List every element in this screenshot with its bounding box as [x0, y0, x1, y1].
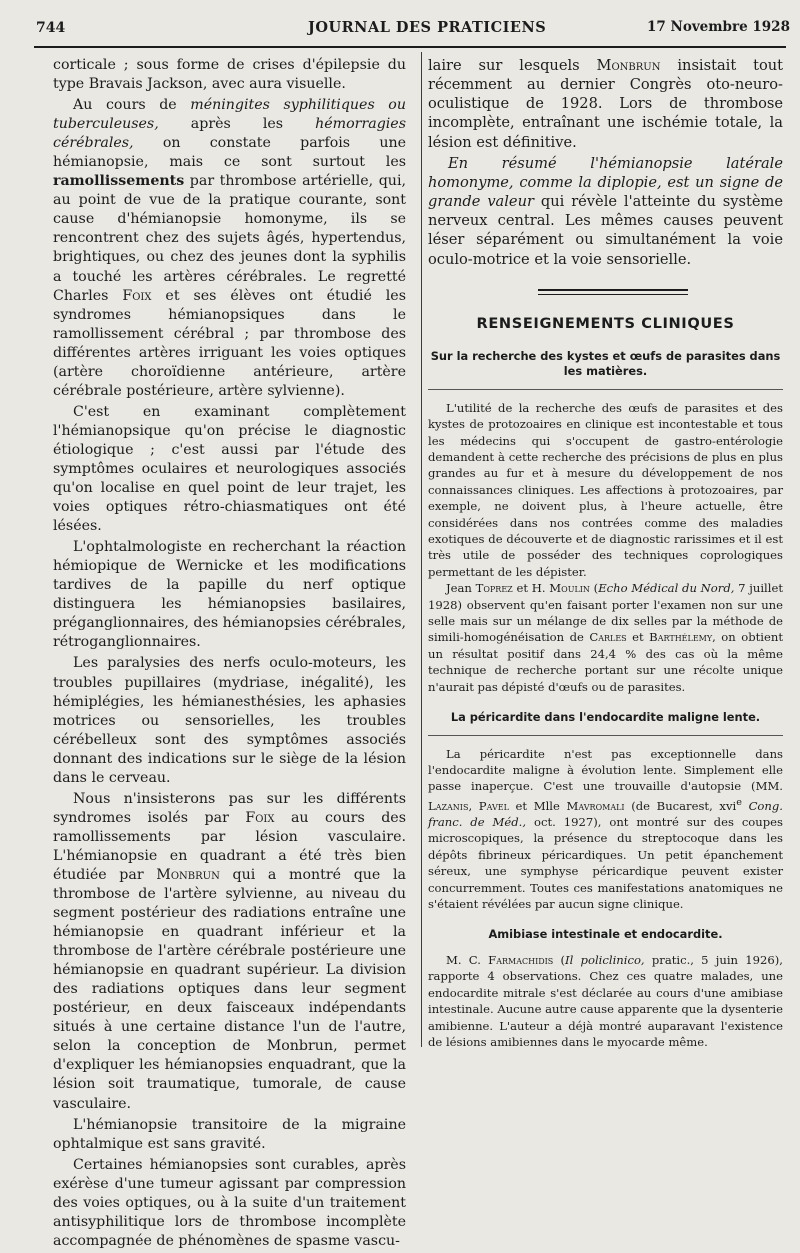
right-column: [428, 56, 783, 1050]
journal-title: JOURNAL DES PRATICIENS: [308, 19, 547, 36]
article-paragraph: Jean Toprez et H. Moulin (Echo Médical du Nord, 7 juillet 1928) observent qu'en faisant porter l'examen non sur une selle mais sur un mélange de dix selles par la méthode de simili-homogénéisation de Carles et Barthélemy, on obtient un résultat positif dans 24,4 % des cas où la même technique de recherche portant sur une récolte unique n'aurait pas dépisté d'œufs ou de parasites.: [428, 581, 783, 694]
issue-date: 17 Novembre 1928: [647, 19, 790, 35]
paragraph: Certaines hémianopsies sont curables, après exérèse d'une tumeur agissant par compression des voies optiques, ou à la suite d'un traitement antisyphilitique lors de thrombose incomplète accompagnée de phénomènes de spasme vascu-: [53, 1156, 406, 1249]
paragraph: Les paralysies des nerfs oculo-moteurs, les troubles pupillaires (mydriase, inégalité), les hémiplégies, les hémianesthésies, les aphasies motrices ou sensorielles, les troubles cérébelleux sont des symptômes associés donnant des indications sur le siège de la lésion dans le cerveau.: [53, 655, 406, 786]
column-divider: [421, 52, 422, 1047]
paragraph: L'ophtalmologiste en recherchant la réaction hémiopique de Wernicke et les modifications tardives de la papille du nerf optique distinguera les hémianopsies basilaires, préganglionnaires, des hémianopsies cérébrales, rétroganglionnaires.: [53, 539, 406, 651]
article-paragraph: La péricardite n'est pas exceptionnelle dans l'endocardite maligne à évolution lente. Simplement elle passe inaperçue. C'est une trouvaille d'autopsie (MM. Lazanis, Pavel et Mlle Mavromali (de Bucarest, xvi$^e$ Cong. franc. de Méd., oct. 1927), ont montré sur des coupes microscopiques, la présence du streptocoque dans les dépôts fibrineux péricardiques. Un petit épanchement séreux, une symphyse péricardique peuvent exister concurremment. Toutes ces manifestations anatomiques ne s'étaient révélées par aucun signe clinique.: [428, 746, 783, 912]
article-heading: La péricardite dans l'endocardite maligne lente.: [450, 710, 761, 725]
paragraph: L'hémianopsie transitoire de la migraine ophtalmique est sans gravité.: [53, 1116, 406, 1152]
page-header: [0, 0, 800, 40]
paragraph: laire sur lesquels Monbrun insistait tout récemment au dernier Congrès oto-neuro-oculistique de 1928. Lors de thrombose incomplète, entraînant une ischémie totale, la lésion est définitive.: [428, 57, 783, 151]
section-heading: RENSEIGNEMENTS CLINIQUES: [476, 314, 735, 332]
heading-rule: [428, 389, 783, 390]
heading-rule: [428, 735, 783, 736]
left-column: [53, 56, 406, 1253]
article-heading: Sur la recherche des kystes et œufs de parasites dans les matières.: [430, 348, 781, 379]
article-paragraph: M. C. Farmachidis (Il policlinico, pratic., 5 juin 1926), rapporte 4 observations. Chez ces quatre malades, une endocardite mitrale s'est déclarée au cours d'une amibiase intestinale. Aucune autre cause apparente que la dysenterie amibienne. L'auteur a déjà montré auparavant l'existence de lésions amibiennes dans le myocarde même.: [428, 952, 784, 1049]
paragraph: corticale ; sous forme de crises d'épilepsie du type Bravais Jackson, avec aura visuelle.: [53, 57, 406, 93]
article-heading: Amibiase intestinale et endocardite.: [488, 927, 723, 942]
paragraph: Nous n'insisterons pas sur les différents syndromes isolés par Foix au cours des ramollissements par lésion vasculaire. L'hémianopsie en quadrant a été très bien étudiée par Monbrun qui a montré que la thrombose de l'artère sylvienne, au niveau du segment postérieur des radiations entraîne une hémianopsie en quadrant inférieur et la thrombose de l'artère cérébrale postérieure une hémianopsie en quadrant supérieur. La division des radiations optiques dans leur segment postérieur, en deux faisceaux indépendants situés à une certaine distance l'un de l'autre, selon la conception de Monbrun, permet d'expliquer les hémianopsies enquadrant, que la lésion soit traumatique, tumorale, de cause vasculaire.: [53, 790, 406, 1112]
article-paragraph: L'utilité de la recherche des œufs de parasites et des kystes de protozoaires en clinique est incontestable et tous les médecins qui s'occupent de gastro-entérologie demandent à cette recherche des précisions de plus en plus grandes au fur et à mesure du développement de nos connaissances cliniques. Les affections à protozoaires, par exemple, ne doivent plus, à l'heure actuelle, être considérées dans nos contrées comme des maladies exotiques de découverte et de diagnostic rarissimes et il est très utile de posséder des techniques coprologiques permettant de les dépister.: [428, 400, 783, 579]
paragraph: C'est en examinant complètement l'hémianopsique qu'on précise le diagnostic étiologique ; c'est aussi par l'étude des symptômes oculaires et neurologiques associés qu'on localise en quel point de leur trajet, les voies optiques rétro-chiasmatiques ont été lésées.: [53, 403, 406, 535]
summary-paragraph: En résumé l'hémianopsie latérale homonyme, comme la diplopie, est un signe de grande valeur qui révèle l'atteinte du système nerveux central. Les mêmes causes peuvent léser séparément ou simultanément la voie oculo-motrice et la voie sensorielle.: [428, 154, 784, 268]
page-number: 744: [36, 20, 66, 36]
section-divider: [538, 289, 688, 295]
header-rule: [34, 46, 786, 48]
paragraph: Au cours de méningites syphilitiques ou tuberculeuses, après les hémorragies cérébrales, on constate parfois une hémianopsie, mais ce sont surtout les ramollissements par thrombose artérielle, qui, au point de vue de la pratique courante, sont cause d'hémianopsie homonyme, ils se rencontrent chez des sujets âgés, hypertendus, brightiques, ou chez des jeunes dont la syphilis a touché les artères cérébrales. Le regretté Charles Foix et ses élèves ont étudié les syndromes hémianopsiques dans le ramollissement cérébral ; par thrombose des différentes artères irriguant les voies optiques (artère choroïdienne antérieure, artère cérébrale postérieure, artère sylvienne).: [53, 97, 406, 399]
